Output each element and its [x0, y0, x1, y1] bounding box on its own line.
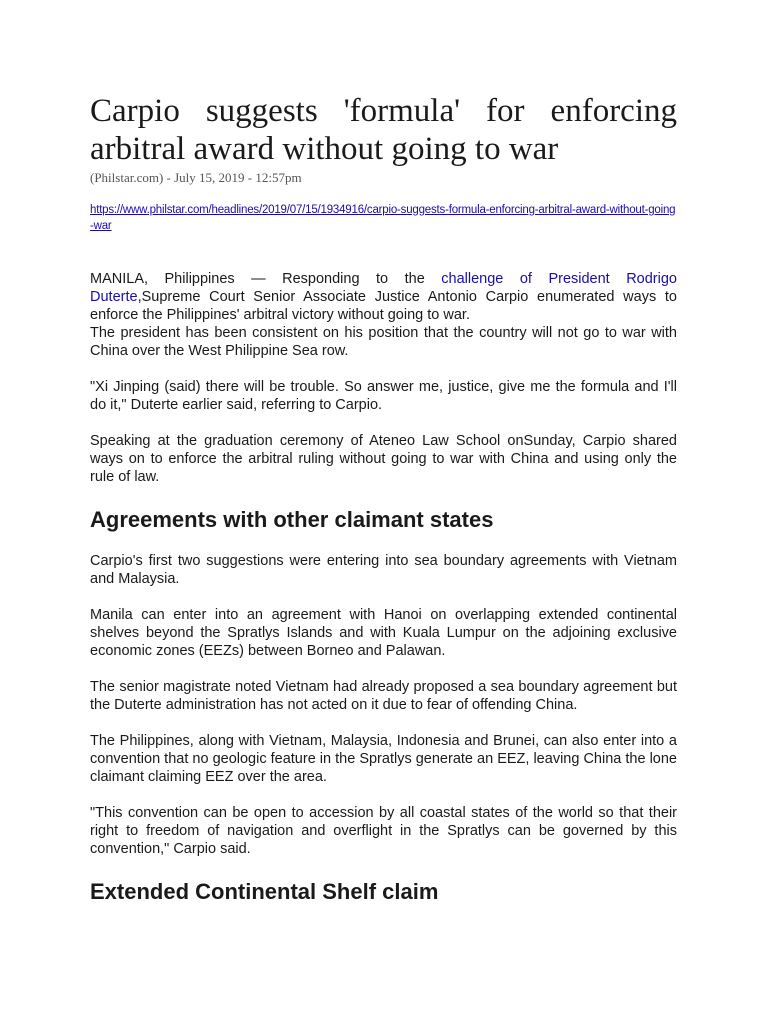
intro-text-end: ,Supreme Court Senior Associate Justice Antonio Carpio enumerated ways to enforce the Philippines' arbitral victory without going to war.: [90, 289, 677, 323]
section-heading-agreements: Agreements with other claimant states: [90, 507, 494, 532]
section-heading-continental-shelf: Extended Continental Shelf claim: [90, 879, 439, 904]
intro-text-start: MANILA, Philippines — Responding to the: [90, 271, 442, 287]
paragraph-graduation: Speaking at the graduation ceremony of Ateneo Law School onSunday, Carpio shared ways on to enforce the arbitral ruling without going to war with China and using only the rule of law.: [90, 433, 677, 485]
source-line: (Philstar.com) - July 15, 2019 - 12:57pm: [90, 170, 302, 185]
paragraph-intro: [90, 270, 677, 324]
article-url-link[interactable]: https://www.philstar.com/headlines/2019/07/15/1934916/carpio-suggests-formula-enforcing-arbitral-award-without-going-war: [90, 204, 676, 232]
article: [90, 92, 677, 906]
paragraph-hanoi-agreement: Manila can enter into an agreement with Hanoi on overlapping extended continental shelves beyond the Spratlys Islands and with Kuala Lumpur on the adjoining exclusive economic zones (EEZs) between Borneo and Palawan.: [90, 607, 677, 659]
paragraph-president-position: The president has been consistent on his position that the country will not go to war with China over the West Philippine Sea row.: [90, 325, 677, 359]
article-title: Carpio suggests 'formula' for enforcing arbitral award without going to war: [90, 93, 677, 167]
paragraph-xi-quote: "Xi Jinping (said) there will be trouble. So answer me, justice, give me the formula and I'll do it," Duterte earlier said, referring to Carpio.: [90, 379, 677, 413]
challenge-link[interactable]: challenge of President Rodrigo Duterte: [90, 271, 677, 305]
paragraph-convention: The Philippines, along with Vietnam, Malaysia, Indonesia and Brunei, can also enter into a convention that no geologic feature in the Spratlys generate an EEZ, leaving China the lone claimant claiming EEZ over the area.: [90, 733, 677, 785]
paragraph-first-suggestions: Carpio's first two suggestions were entering into sea boundary agreements with Vietnam and Malaysia.: [90, 553, 677, 587]
paragraph-carpio-quote: "This convention can be open to accession by all coastal states of the world so that their right to freedom of navigation and overflight in the Spratlys can be governed by this convention," Carpio said.: [90, 805, 677, 857]
paragraph-vietnam-proposal: The senior magistrate noted Vietnam had already proposed a sea boundary agreement but the Duterte administration has not acted on it due to fear of offending China.: [90, 679, 677, 713]
